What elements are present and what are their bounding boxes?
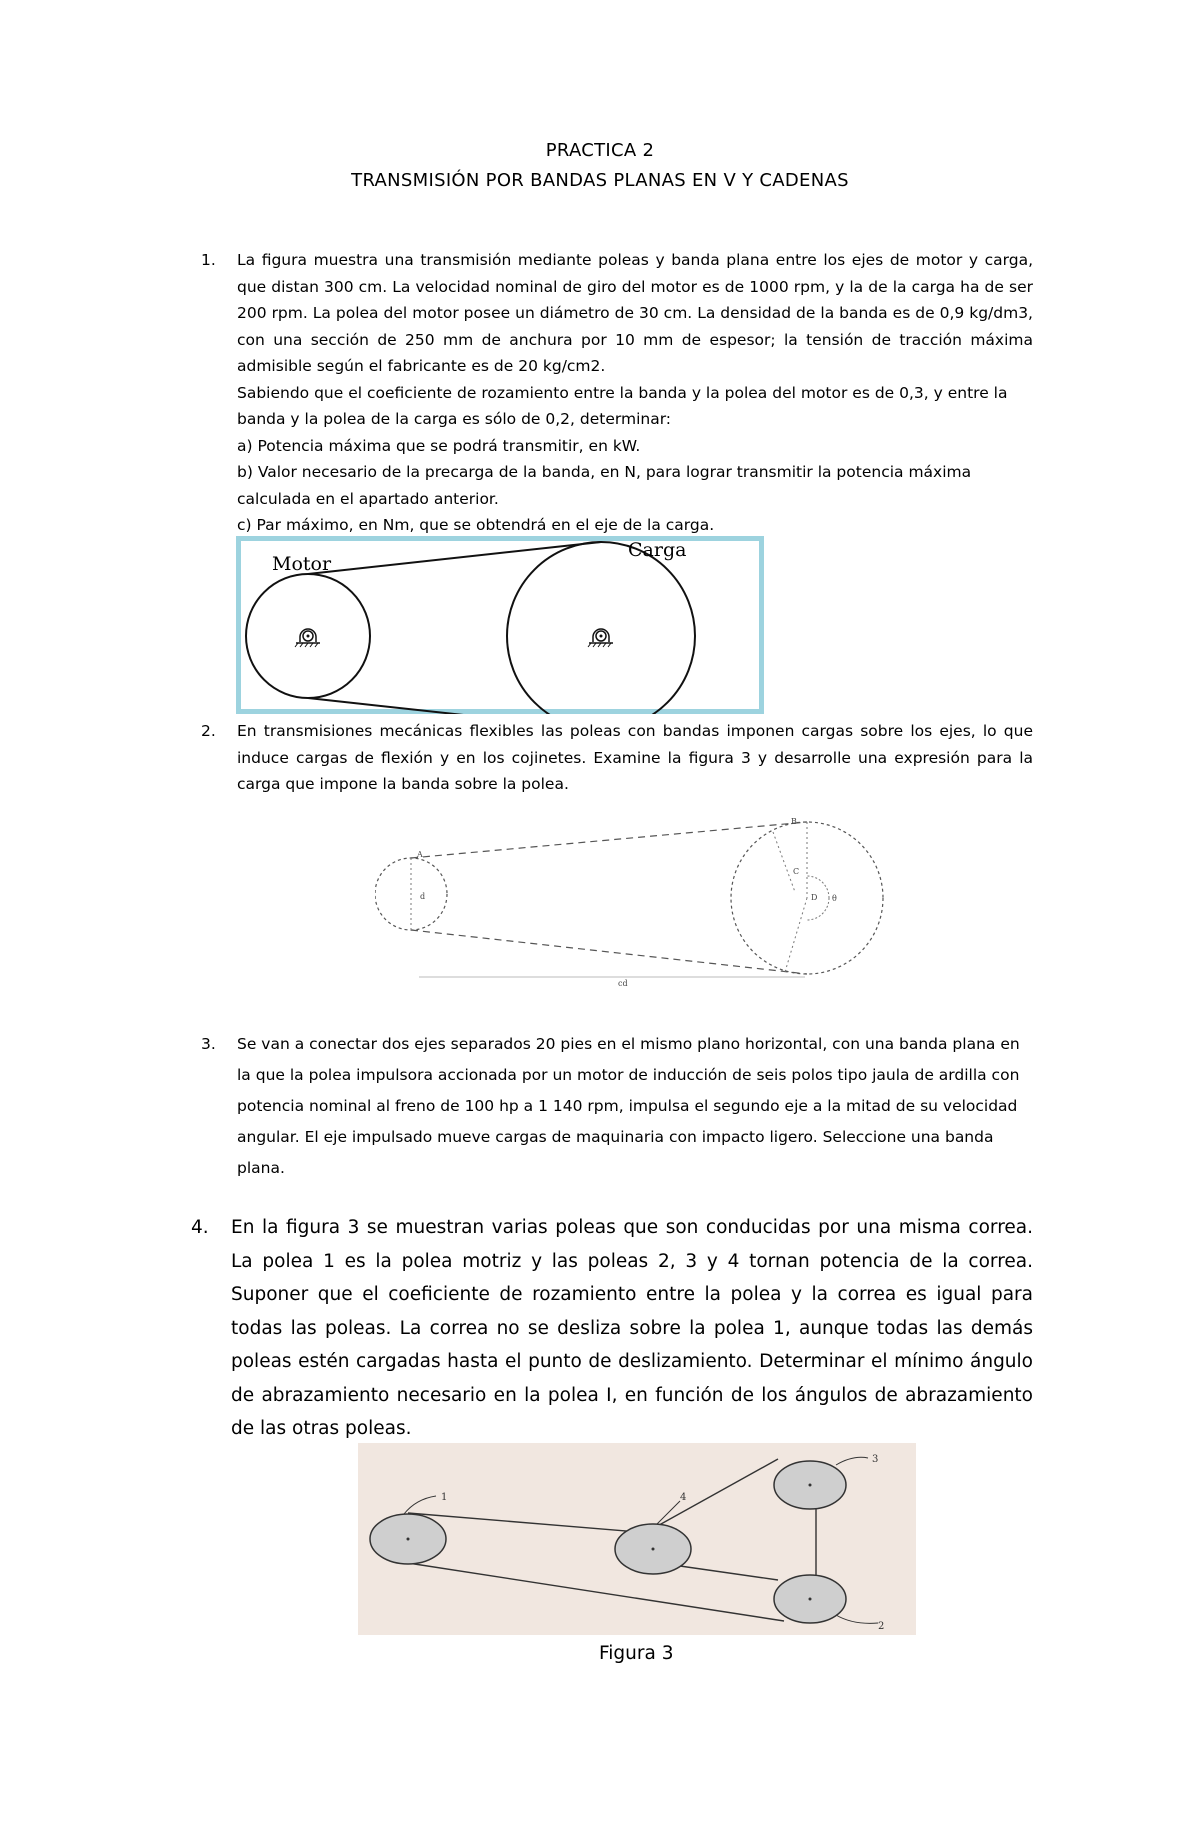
question-number: 4. [191, 1217, 209, 1238]
label-D-large: D [811, 893, 818, 902]
question-paragraph: La figura muestra una transmisión mediante poleas y banda plana entre los ejes de motor y carga, que distan 300 cm. La velocidad nominal de giro del motor es de 1000 rpm, y la de la carga ha de ser 200 rpm. La polea del motor posee un diámetro de 30 cm. La densidad de la banda es de 0,9 kg/dm3, con una sección de 250 mm de anchura por 10 mm de espesor; la tensión de tracción máxima admisible según el fabricante es de 20 kg/cm2. [237, 251, 1033, 375]
label-b: B [791, 817, 797, 826]
motor-shaft-icon [295, 629, 320, 647]
carga-label: Carga [628, 539, 687, 561]
question-4 [191, 1211, 1033, 1446]
multi-pulley-figure [358, 1443, 916, 1635]
page-subtitle: TRANSMISIÓN POR BANDAS PLANAS EN V Y CADENAS [351, 170, 849, 191]
question-paragraph: Sabiendo que el coeficiente de rozamiento entre la banda y la polea del motor es de 0,3, y entre la banda y la polea de la carga es sólo de 0,2, determinar: [237, 383, 1008, 428]
question-paragraph: a) Potencia máxima que se podrá transmitir, en kW. [237, 436, 641, 455]
figure-caption: Figura 3 [599, 1643, 674, 1664]
question-paragraph: En la figura 3 se muestran varias poleas que son conducidas por una misma correa. La polea 1 es la polea motriz y las poleas 2, 3 y 4 tornan potencia de la correa. Suponer que el coeficiente de rozamiento entre la polea y la correa es igual para todas las poleas. La correa no se desliza sobre la polea 1, aunque todas las demás poleas estén cargadas hasta el punto de deslizamiento. Determinar el mínimo ángulo de abrazamiento necesario en la polea I, en función de los ángulos de abrazamiento de las otras poleas. [231, 1217, 1033, 1439]
label-4: 4 [680, 1492, 687, 1503]
carga-shaft-icon [588, 629, 613, 647]
label-d-small: d [420, 892, 426, 901]
label-3: 3 [872, 1454, 879, 1465]
question-3 [201, 1029, 1033, 1184]
question-number: 3. [201, 1035, 216, 1053]
belt-lower [411, 930, 807, 974]
question-number: 2. [201, 722, 216, 740]
belt-drive-figure [236, 536, 764, 714]
question-2 [201, 718, 1033, 798]
label-cd: cd [618, 979, 628, 988]
belt-upper [308, 542, 601, 574]
belt-upper [411, 822, 807, 858]
question-paragraph: En transmisiones mecánicas flexibles las poleas con bandas imponen cargas sobre los ejes, lo que induce cargas de flexión y en los cojinetes. Examine la figura 3 y desarrolle una expresión para la carga que impone la banda sobre la polea. [237, 722, 1033, 793]
label-2: 2 [878, 1621, 885, 1632]
belt-geometry-figure [375, 812, 895, 990]
question-paragraph: Se van a conectar dos ejes separados 20 pies en el mismo plano horizontal, con una banda plana en la que la polea impulsora accionada por un motor de inducción de seis polos tipo jaula de ardilla con potencia nominal al freno de 100 hp a 1 140 rpm, impulsa el segundo eje a la mitad de su velocidad angular. El eje impulsado mueve cargas de maquinaria con impacto ligero. Seleccione una banda plana. [237, 1035, 1020, 1177]
motor-label: Motor [272, 553, 332, 575]
label-a: A [417, 850, 423, 859]
carga-pulley [507, 542, 695, 714]
label-1: 1 [441, 1492, 448, 1503]
question-paragraph: b) Valor necesario de la precarga de la banda, en N, para lograr transmitir la potencia máxima calculada en el apartado anterior. [237, 463, 972, 508]
label-theta: θ [832, 894, 837, 903]
question-1 [201, 247, 1033, 539]
question-paragraph: c) Par máximo, en Nm, que se obtendrá en el eje de la carga. [237, 516, 715, 534]
label-c: C [793, 867, 800, 876]
question-number: 1. [201, 251, 216, 269]
page-title: PRACTICA 2 [545, 140, 655, 161]
